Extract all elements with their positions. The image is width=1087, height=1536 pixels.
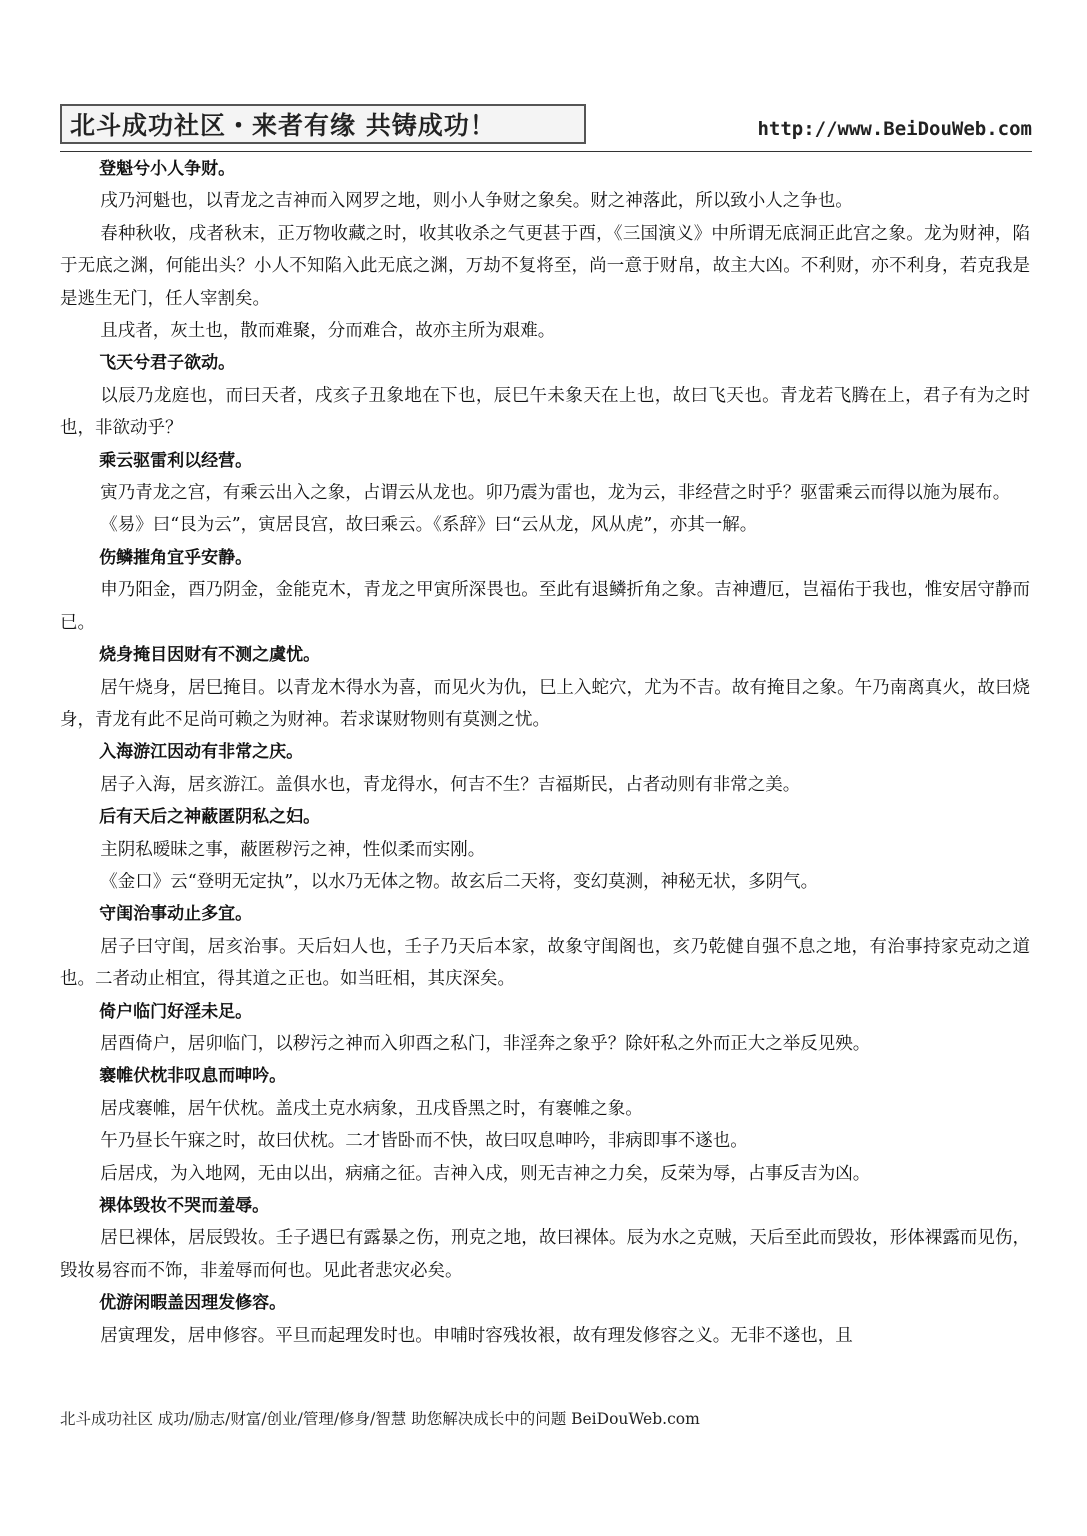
- site-banner: [60, 104, 586, 144]
- page-footer: 北斗成功社区 成功/励志/财富/创业/管理/修身/智慧 助您解决成长中的问题 BeiDouWeb.com: [60, 1410, 700, 1428]
- section-heading: 守闺治事动止多宜。: [99, 904, 253, 925]
- body-paragraph: 《易》曰“艮为云”，寅居艮宫，故曰乘云。《系辞》曰“云从龙，风从虎”，亦其一解。: [100, 515, 758, 536]
- section-heading: 后有天后之神蔽匿阴私之妇。: [99, 807, 321, 828]
- section-heading: 乘云驱雷利以经营。: [99, 450, 253, 471]
- section-heading: 飞天兮君子欲动。: [99, 353, 236, 374]
- section-heading: 裸体毁妆不哭而羞辱。: [99, 1196, 270, 1216]
- section-heading: 入海游江因动有非常之庆。: [99, 742, 304, 763]
- body-paragraph: 寅乃青龙之宫，有乘云出入之象，占谓云从龙也。卯乃震为雷也，龙为云，非经营之时乎？驱雷乘云而得以施为展布。: [100, 483, 1011, 504]
- section-heading: 倚户临门好淫未足。: [99, 1001, 253, 1022]
- section-heading: 烧身掩目因财有不测之虞忧。: [99, 645, 321, 666]
- body-paragraph: 后居戌，为入地网，无由以出，病痛之征。吉神入戌，则无吉神之力矣，反荣为辱，占事反吉为凶。: [100, 1163, 871, 1184]
- document-body: [60, 153, 1030, 1352]
- body-paragraph: 且戌者，灰土也，散而难聚，分而难合，故亦主所为艰难。: [100, 321, 556, 342]
- section-heading: 褰帷伏枕非叹息而呻吟。: [99, 1066, 287, 1087]
- body-paragraph: 居子曰守闺，居亥治事。天后妇人也，壬子乃天后本家，故象守闺阁也，亥乃乾健自强不息之地，有治事持家克动之道也。二者动止相宜，得其道之正也。如当旺相，其庆深矣。: [60, 936, 1030, 990]
- header-divider: [60, 151, 1032, 152]
- site-url: http://www.BeiDouWeb.com: [757, 118, 1032, 140]
- body-paragraph: 戌乃河魁也，以青龙之吉神而入网罗之地，则小人争财之象矣。财之神落此，所以致小人之争也。: [100, 191, 853, 212]
- body-paragraph: 以辰乃龙庭也，而曰天者，戌亥子丑象地在下也，辰巳午未象天在上也，故曰飞天也。青龙若飞腾在上，君子有为之时也，非欲动乎？: [60, 385, 1030, 439]
- body-paragraph: 居巳裸体，居辰毁妆。壬子遇巳有露暴之伤，刑克之地，故曰裸体。辰为水之克贼，天后至此而毁妆，形体裸露而见伤，毁妆易容而不饰，非羞辱而何也。见此者悲灾必矣。: [60, 1228, 1030, 1281]
- body-paragraph: 春种秋收，戌者秋末，正万物收藏之时，收其收杀之气更甚于酉，《三国演义》中所谓无底洞正此宫之象。龙为财神，陷于无底之渊，何能出头？小人不知陷入此无底之渊，万劫不复将至，尚一意于财帛，故主大凶。不利财，亦不利身，若克我是是逃生无门，任人宰割矣。: [60, 223, 1030, 309]
- body-paragraph: 主阴私暧昧之事，蔽匿秽污之神，性似柔而实刚。: [100, 839, 486, 860]
- banner-text: 北斗成功社区・来者有缘 共铸成功！: [70, 111, 496, 140]
- body-paragraph: 居酉倚户，居卯临门，以秽污之神而入卯酉之私门，非淫奔之象乎？除奸私之外而正大之举反见殃。: [100, 1033, 871, 1054]
- body-paragraph: 居寅理发，居申修容。平旦而起理发时也。申哺时容残妆裉，故有理发修容之义。无非不遂也，且: [100, 1325, 853, 1346]
- section-heading: 登魁兮小人争财。: [99, 159, 236, 179]
- body-paragraph: 午乃昼长午寐之时，故曰伏枕。二才皆卧而不快，故曰叹息呻吟，非病即事不遂也。: [100, 1131, 748, 1152]
- section-heading: 优游闲暇盖因理发修容。: [99, 1293, 287, 1314]
- body-paragraph: 居戌褰帷，居午伏枕。盖戌土克水病象，丑戌昏黑之时，有褰帷之象。: [100, 1098, 643, 1119]
- page-header: [60, 104, 1032, 152]
- body-paragraph: 居午烧身，居巳掩目。以青龙木得水为喜，而见火为仇，巳上入蛇穴，尤为不吉。故有掩目之象。午乃南离真火，故曰烧身，青龙有此不足尚可赖之为财神。若求谋财物则有莫测之忧。: [60, 677, 1030, 730]
- section-heading: 伤鳞摧角宜乎安静。: [99, 547, 253, 568]
- body-paragraph: 居子入海，居亥游江。盖俱水也，青龙得水，何吉不生？吉福斯民，占者动则有非常之美。: [100, 774, 801, 795]
- body-paragraph: 《金口》云“登明无定执”，以水乃无体之物。故玄后二天将，变幻莫测，神秘无状，多阴气。: [100, 871, 819, 892]
- body-paragraph: 申乃阳金，酉乃阴金，金能克木，青龙之甲寅所深畏也。至此有退鳞折角之象。吉神遭厄，岂福佑于我也，惟安居守静而已。: [60, 580, 1030, 633]
